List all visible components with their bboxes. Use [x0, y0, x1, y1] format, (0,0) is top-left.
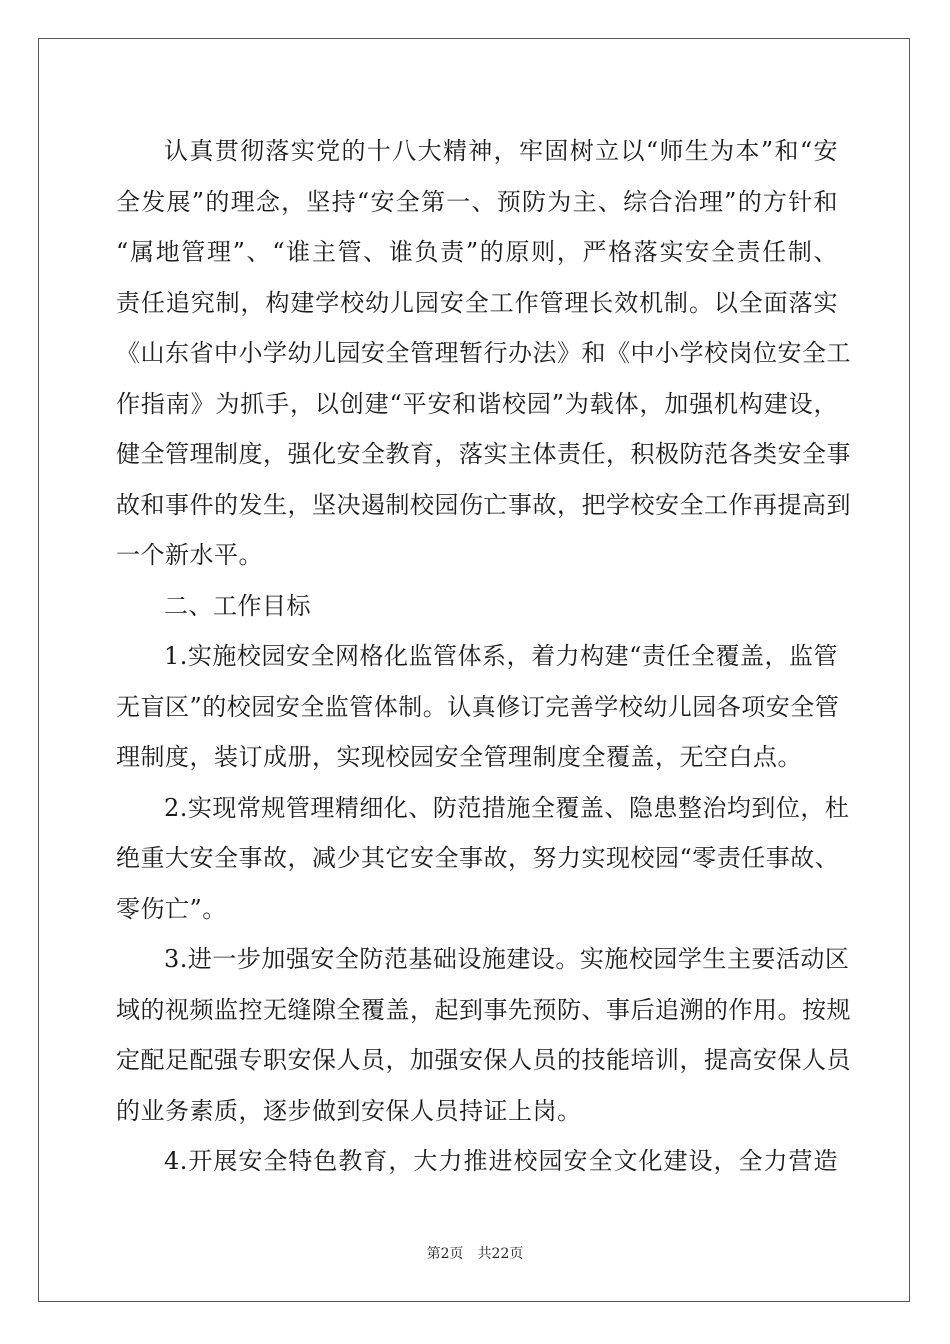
- paragraph-line: 1.实施校园安全网格化监管体系，着力构建“责任全覆盖，监管: [164, 642, 838, 670]
- page-footer: [0, 1244, 950, 1264]
- paragraph-line: 无盲区”的校园安全监管体制。认真修订完善学校幼儿园各项安全管: [116, 692, 840, 721]
- section-heading: 二、工作目标: [164, 591, 311, 620]
- current-page-label: 第2页: [426, 1246, 464, 1262]
- paragraph-line: 绝重大安全事故，减少其它安全事故，努力实现校园“零责任事故、: [116, 844, 840, 872]
- paragraph-line: 认真贯彻落实党的十八大精神，牢固树立以“师生为本”和“安: [164, 137, 838, 165]
- paragraph-line: “属地管理”、“谁主管、谁负责”的原则，严格落实安全责任制、: [116, 238, 838, 266]
- paragraph-line: 全发展”的理念，坚持“安全第一、预防为主、综合治理”的方针和: [116, 187, 838, 216]
- paragraph-line: 域的视频监控无缝隙全覆盖，起到事先预防、事后追溯的作用。按规: [116, 995, 851, 1024]
- paragraph-line: 理制度，装订成册，实现校园安全管理制度全覆盖，无空白点。: [116, 743, 802, 771]
- paragraph-line: 健全管理制度，强化安全教育，落实主体责任，积极防范各类安全事: [116, 440, 851, 468]
- paragraph-line: 《山东省中小学幼儿园安全管理暂行办法》和《中小学校岗位安全工: [116, 339, 851, 367]
- paragraph-line: 零伤亡”。: [116, 894, 227, 923]
- paragraph-line: 责任追究制，构建学校幼儿园安全工作管理长效机制。以全面落实: [116, 288, 838, 317]
- paragraph-line: 故和事件的发生，坚决遏制校园伤亡事故，把学校安全工作再提高到: [116, 490, 851, 519]
- paragraph-line: 定配足配强专职安保人员，加强安保人员的技能培训，提高安保人员: [116, 1046, 851, 1074]
- total-pages-label: 共22页: [477, 1246, 524, 1262]
- paragraph-line: 作指南》为抓手，以创建“平安和谐校园”为载体，加强机构建设，: [116, 389, 838, 418]
- paragraph-line: 2.实现常规管理精细化、防范措施全覆盖、隐患整治均到位，杜: [164, 793, 850, 822]
- paragraph-line: 的业务素质，逐步做到安保人员持证上岗。: [116, 1096, 582, 1125]
- document-body: [116, 126, 851, 1187]
- paragraph-line: 3.进一步加强安全防范基础设施建设。实施校园学生主要活动区: [164, 945, 850, 973]
- paragraph-line: 一个新水平。: [116, 541, 263, 569]
- paragraph-line: 4.开展安全特色教育，大力推进校园安全文化建设，全力营造: [164, 1147, 838, 1175]
